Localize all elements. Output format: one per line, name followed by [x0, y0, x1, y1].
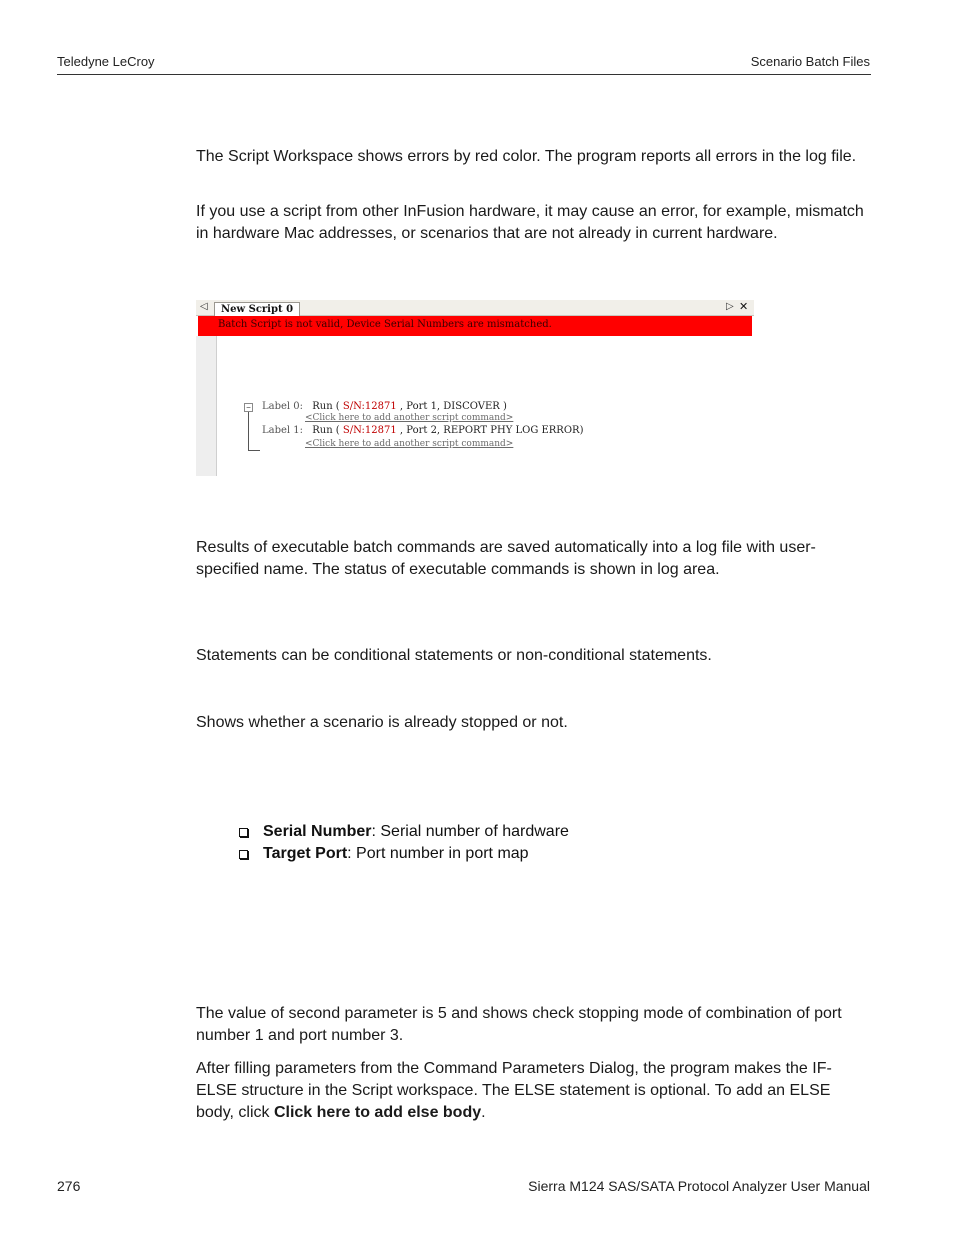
checkbox-bullet-icon	[239, 828, 248, 837]
list-item	[237, 843, 569, 865]
bullet-term: Serial Number	[263, 823, 372, 840]
checkbox-bullet-icon	[239, 850, 248, 859]
header-section-title: Scenario Batch Files	[750, 54, 870, 69]
bullet-description: : Serial number of hardware	[371, 823, 569, 840]
paragraph-log-results: Results of executable batch commands are saved automatically into a log file with user-specified name. The status of executable commands is shown in log area.	[196, 539, 816, 578]
tree-line	[248, 412, 249, 450]
scroll-right-icon[interactable]: ▷	[726, 301, 734, 312]
list-item	[237, 821, 569, 843]
script-command: Run (	[312, 401, 340, 412]
serial-number: S/N:12871	[342, 401, 397, 412]
add-command-link[interactable]: <Click here to add another script command>	[305, 413, 514, 423]
paragraph-script-errors: The Script Workspace shows errors by red color. The program reports all errors in the log file.	[196, 148, 857, 165]
paragraph-hardware-mismatch: If you use a script from other InFusion hardware, it may cause an error, for example, mismatch in hardware Mac addresses, or scenarios that are not already in current hardware.	[196, 203, 864, 242]
scroll-left-icon[interactable]: ◁	[200, 301, 208, 312]
paragraph-statements: Statements can be conditional statements or non-conditional statements.	[196, 647, 712, 664]
page-number: 276	[57, 1178, 81, 1194]
parameter-list	[237, 821, 569, 865]
script-row-1[interactable]	[262, 425, 583, 436]
close-icon[interactable]: ✕	[739, 300, 749, 313]
script-label: Label 1:	[262, 425, 304, 436]
workspace-gutter	[196, 336, 217, 476]
script-workspace-screenshot	[196, 300, 754, 476]
error-bar	[198, 316, 752, 336]
script-args: , Port 2, REPORT PHY LOG ERROR)	[399, 425, 584, 436]
paragraph-second-parameter: The value of second parameter is 5 and shows check stopping mode of combination of port number 1 and port number 3.	[196, 1005, 842, 1044]
script-command: Run (	[312, 425, 340, 436]
tab-new-script[interactable]: New Script 0	[214, 302, 300, 316]
tree-line	[248, 450, 260, 451]
bullet-description: : Port number in port map	[347, 845, 529, 862]
paragraph-scenario-stopped: Shows whether a scenario is already stopped or not.	[196, 714, 568, 731]
script-label: Label 0:	[262, 401, 304, 412]
paragraph-text: .	[481, 1104, 486, 1121]
paragraph-text: After filling parameters from the Command Parameters Dialog, the program makes the IF-ELSE structure in the Script workspace. The ELSE statement is optional. To add an ELSE body, click	[196, 1060, 832, 1121]
manual-title: Sierra M124 SAS/SATA Protocol Analyzer User Manual	[528, 1178, 870, 1194]
script-args: , Port 1, DISCOVER )	[399, 401, 507, 412]
add-command-link[interactable]: <Click here to add another script command>	[305, 439, 514, 449]
serial-number: S/N:12871	[342, 425, 397, 436]
bullet-term: Target Port	[263, 845, 348, 862]
header-company: Teledyne LeCroy	[57, 54, 155, 69]
error-message: Batch Script is not valid, Device Serial Numbers are mismatched.	[218, 319, 552, 330]
tab-bar	[196, 300, 754, 316]
script-row-0[interactable]	[262, 401, 507, 412]
else-body-reference: Click here to add else body	[273, 1104, 482, 1121]
header-divider	[57, 74, 871, 75]
paragraph-if-else	[196, 1058, 872, 1124]
collapse-icon[interactable]: −	[244, 403, 253, 412]
